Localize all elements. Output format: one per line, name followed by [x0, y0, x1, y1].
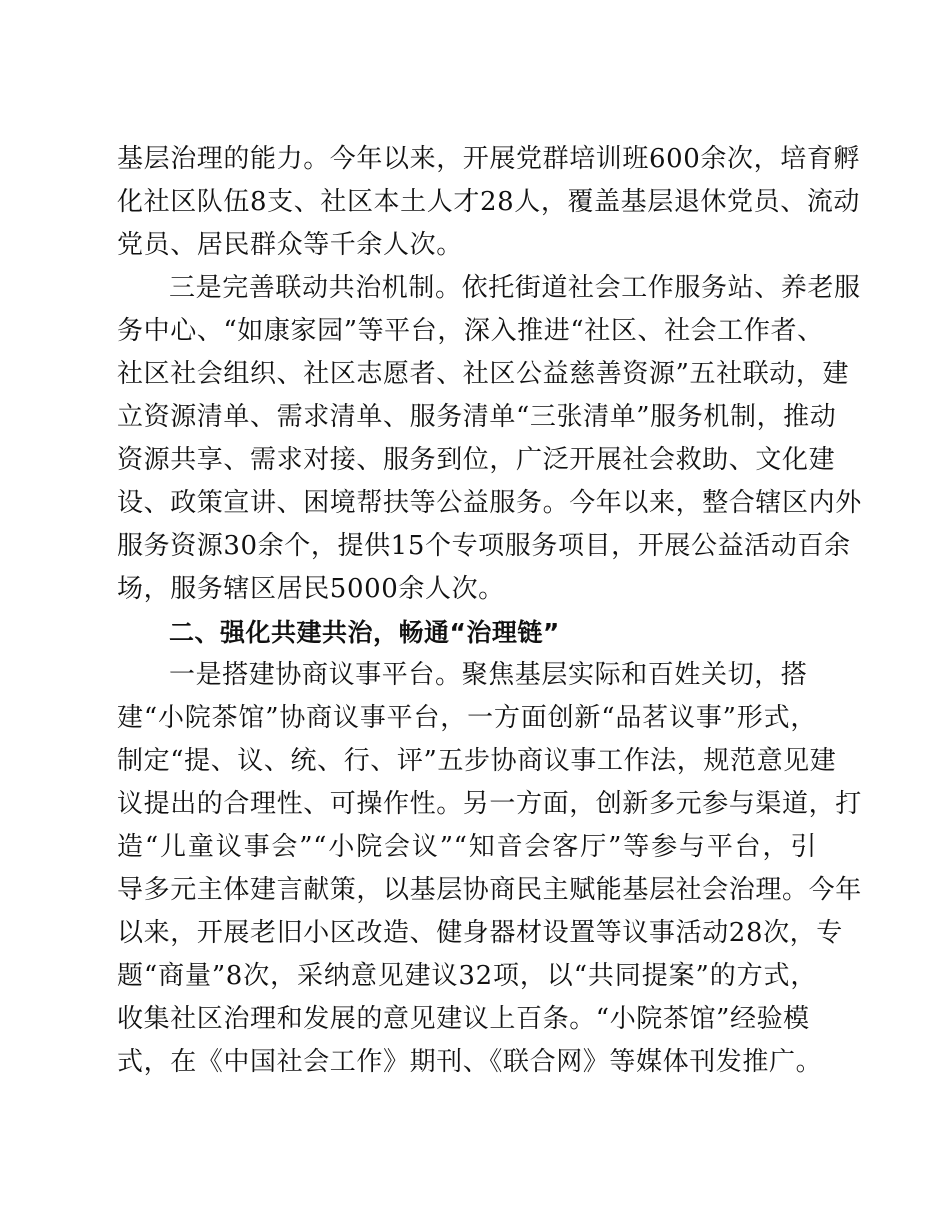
paragraph-line: 制定“提、议、统、行、评”五步协商议事工作法，规范意见建	[117, 746, 837, 776]
paragraph-line: 议提出的合理性、可操作性。另一方面，创新多元参与渠道，打	[117, 789, 862, 819]
paragraph-line: 基层治理的能力。今年以来，开展党群培训班600余次，培育孵	[117, 144, 861, 174]
paragraph-line: 社区社会组织、社区志愿者、社区公益慈善资源”五社联动，建	[117, 359, 850, 389]
paragraph-line: 立资源清单、需求清单、服务清单“三张清单”服务机制，推动	[117, 402, 837, 432]
paragraph-line: 造“儿童议事会”“小院会议”“知音会客厅”等参与平台，引	[117, 832, 817, 862]
paragraph-line: 三是完善联动共治机制。依托街道社会工作服务站、养老服	[169, 273, 861, 303]
paragraph-line: 导多元主体建言献策，以基层协商民主赋能基层社会治理。今年	[117, 875, 862, 905]
paragraph-line: 建“小院茶馆”协商议事平台，一方面创新“品茗议事”形式，	[117, 703, 817, 733]
paragraph-line: 党员、居民群众等千余人次。	[117, 230, 463, 260]
paragraph-line: 收集社区治理和发展的意见建议上百条。“小院茶馆”经验模	[117, 1004, 810, 1034]
paragraph-line: 题“商量”8次，采纳意见建议32项，以“共同提案”的方式，	[117, 961, 817, 991]
paragraph-line: 化社区队伍8支、社区本土人才28人，覆盖基层退休党员、流动	[117, 187, 861, 217]
paragraph-line: 式，在《中国社会工作》期刊、《联合网》等媒体刊发推广。	[117, 1047, 823, 1077]
paragraph-line: 一是搭建协商议事平台。聚焦基层实际和百姓关切，搭	[169, 660, 808, 690]
paragraph-line: 设、政策宣讲、困境帮扶等公益服务。今年以来，整合辖区内外	[117, 488, 862, 518]
document-body	[117, 138, 862, 1084]
paragraph-line: 以来，开展老旧小区改造、健身器材设置等议事活动28次，专	[117, 918, 843, 948]
paragraph-line: 务中心、“如康家园”等平台，深入推进“社区、社会工作者、	[117, 316, 824, 346]
paragraph-line: 场，服务辖区居民5000余人次。	[117, 574, 505, 604]
paragraph-line: 资源共享、需求对接、服务到位，广泛开展社会救助、文化建	[117, 445, 836, 475]
paragraph-line: 服务资源30余个，提供15个专项服务项目，开展公益活动百余	[117, 531, 851, 561]
section-heading: 二、强化共建共治，畅通“治理链”	[169, 618, 560, 647]
